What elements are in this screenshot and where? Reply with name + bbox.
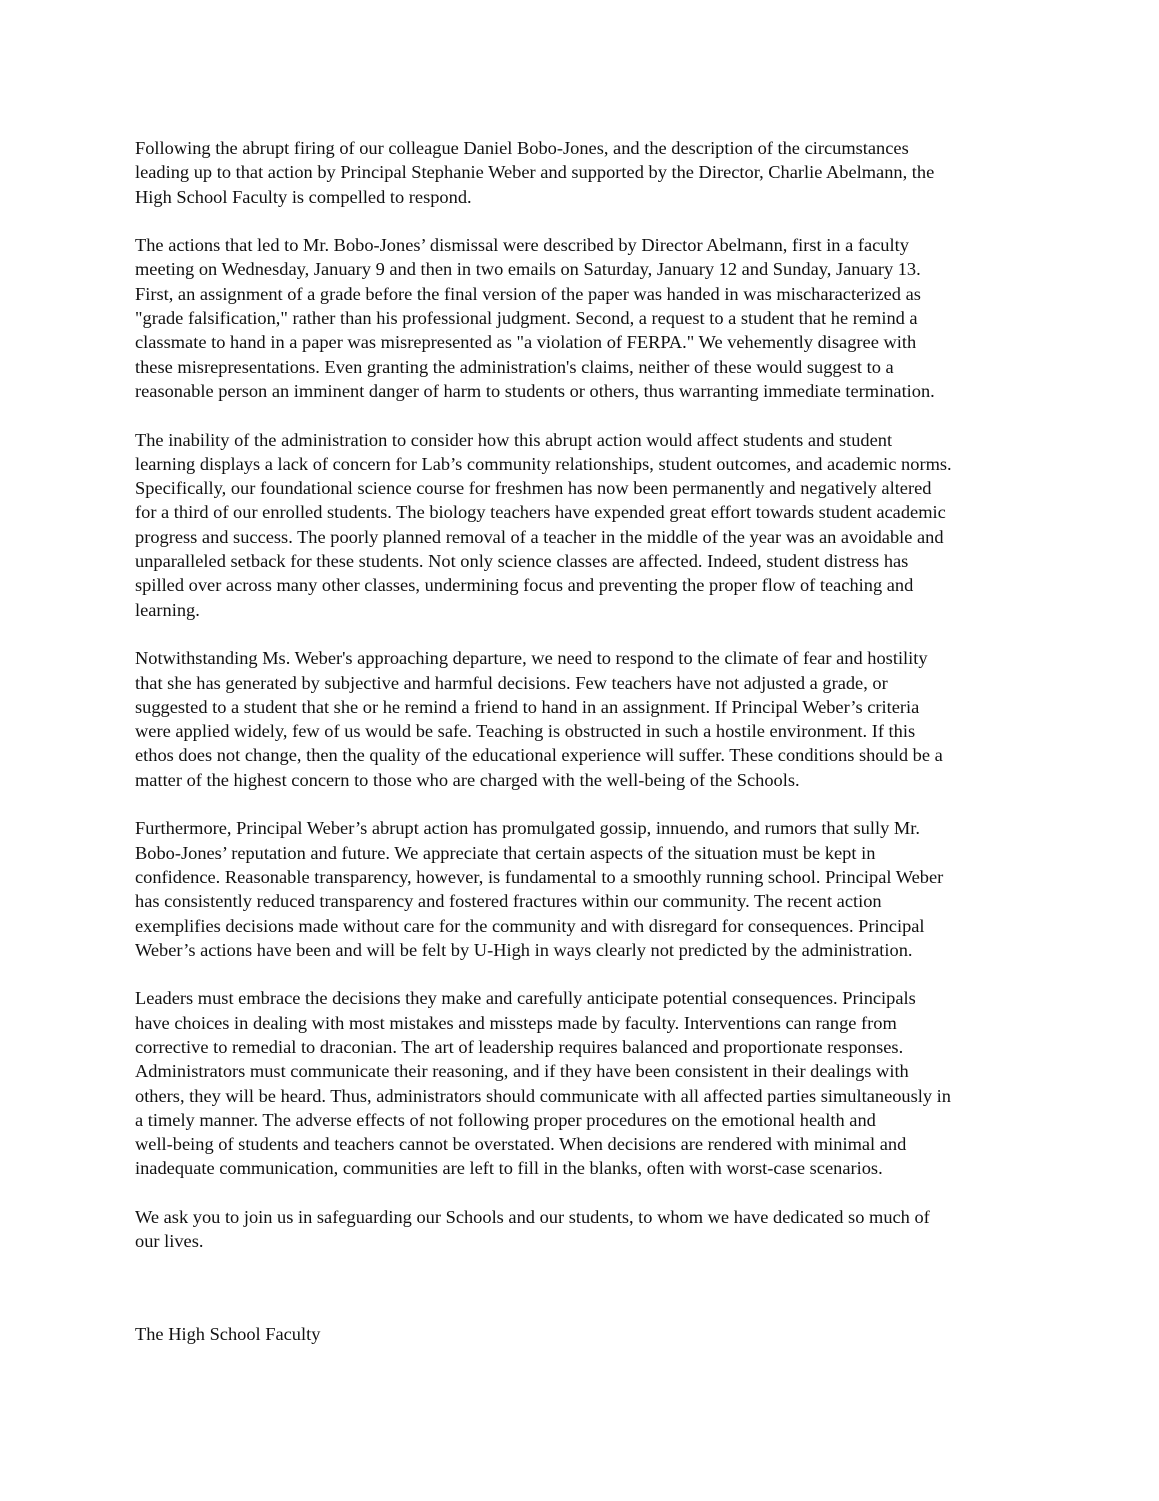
paragraph-dismissal-actions: The actions that led to Mr. Bobo-Jones’ dismissal were described by Director Abelmann, first in a faculty meeting on Wednesday, January 9 and then in two emails on Saturday, January 12 and Sunday, January 13. First, an assignment of a grade before the final version of the paper was handed in was mischaracterized as "grade falsification," rather than his professional judgment. Second, a request to a student that he remind a classmate to hand in a paper was misrepresented as "a violation of FERPA." We vehemently disagree with these misrepresentations. Even granting the administration's claims, neither of these would suggest to a reasonable person an imminent danger of harm to students or others, thus warranting immediate termination. <box>135 235 935 401</box>
signature: The High School Faculty <box>135 1324 321 1344</box>
paragraph-leadership: Leaders must embrace the decisions they make and carefully anticipate potential consequences. Principals have choices in dealing with most mistakes and missteps made by faculty. Interventions can range from corrective to remedial to draconian. The art of leadership requires balanced and proportionate responses. Administrators must communicate their reasoning, and if they have been consistent in their dealings with others, they will be heard. Thus, administrators should communicate with all affected parties simultaneously in a timely manner. The adverse effects of not following proper procedures on the emotional health and well-being of students and teachers cannot be overstated. When decisions are rendered with minimal and inadequate communication, communities are left to fill in the blanks, often with worst-case scenarios. <box>135 988 951 1179</box>
paragraph-call-to-action: We ask you to join us in safeguarding our Schools and our students, to whom we have dedicated so much of our lives. <box>135 1207 930 1252</box>
paragraph-student-impact: The inability of the administration to consider how this abrupt action would affect students and student learning displays a lack of concern for Lab’s community relationships, student outcomes, and academic norms. Specifically, our foundational science course for freshmen has now been permanently and negatively altered for a third of our enrolled students. The biology teachers have expended great effort towards student academic progress and success. The poorly planned removal of a teacher in the middle of the year was an avoidable and unparalleled setback for these students. Not only science classes are affected. Indeed, student distress has spilled over across many other classes, undermining focus and preventing the proper flow of teaching and learning. <box>135 429 952 620</box>
paragraph-climate-of-fear: Notwithstanding Ms. Weber's approaching departure, we need to respond to the climate of fear and hostility that she has generated by subjective and harmful decisions. Few teachers have not adjusted a grade, or suggested to a student that she or he remind a friend to hand in an assignment. If Principal Weber’s criteria were applied widely, few of us would be safe. Teaching is obstructed in such a hostile environment. If this ethos does not change, then the quality of the educational experience will suffer. These conditions should be a matter of the highest concern to those who are charged with the well-being of the Schools. <box>135 648 943 790</box>
paragraph-transparency: Furthermore, Principal Weber’s abrupt action has promulgated gossip, innuendo, and rumors that sully Mr. Bobo-Jones’ reputation and future. We appreciate that certain aspects of the situation must be kept in confidence. Reasonable transparency, however, is fundamental to a smoothly running school. Principal Weber has consistently reduced transparency and fostered fractures within our community. The recent action exemplifies decisions made without care for the community and with disregard for consequences. Principal Weber’s actions have been and will be felt by U-High in ways clearly not predicted by the administration. <box>135 818 944 960</box>
paragraph-firing-intro: Following the abrupt firing of our colleague Daniel Bobo-Jones, and the description of the circumstances leading up to that action by Principal Stephanie Weber and supported by the Director, Charlie Abelmann, the High School Faculty is compelled to respond. <box>135 138 935 207</box>
letter-body <box>135 136 1030 1278</box>
